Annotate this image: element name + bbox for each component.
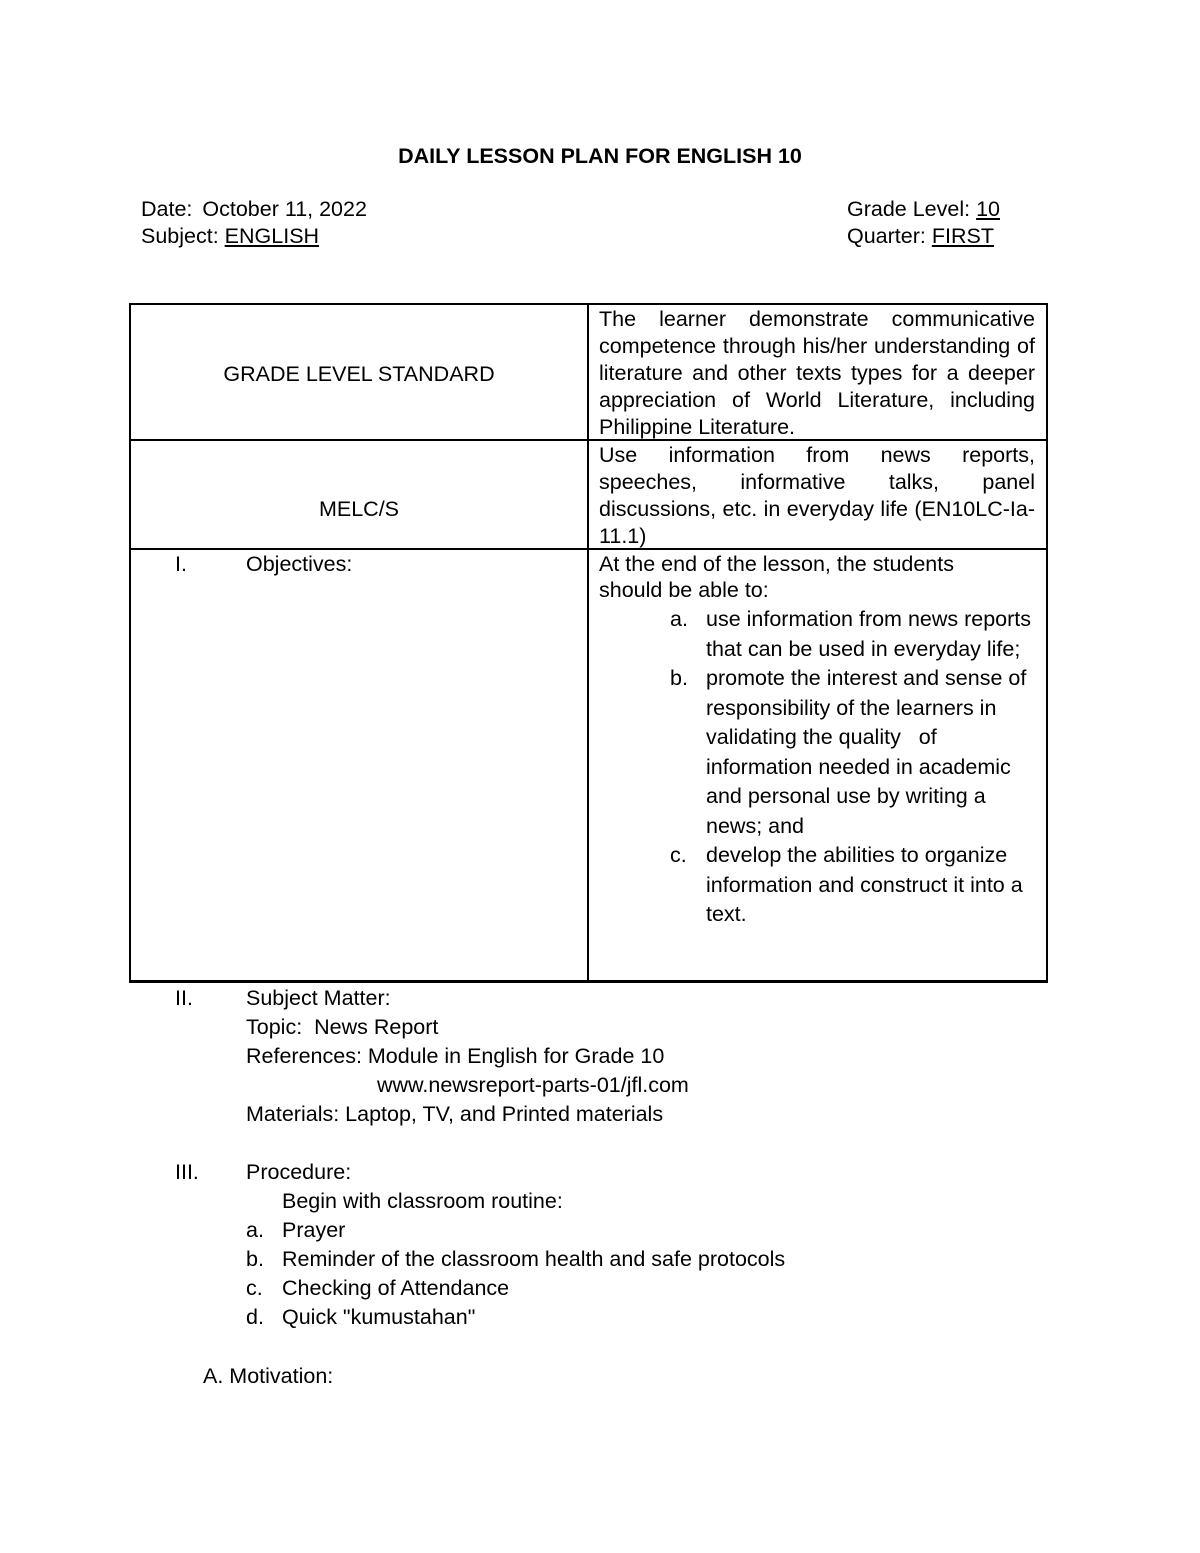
subject-label: Subject: [141,224,219,248]
objectives-number: I. [175,552,187,576]
grade-level-standard-text: The learner demonstrate communicative competence through his/her understanding of literature and other texts types for a deeper appreciation of World Literature, including Philippine Literature. [599,307,1035,439]
grade-level-line [847,199,1000,221]
melc-text: Use information from news reports, speeches, informative talks, panel discussions, etc. in everyday life (EN10LC-Ia-11.1) [599,443,1035,548]
table-column-divider [587,303,589,983]
subject-matter-heading: Subject Matter: [246,986,391,1010]
objective-item: c. develop the abilities to organize information and construct it into a text. [670,843,1023,926]
grade-level-label: Grade Level: [847,197,971,221]
references-line: References: Module in English for Grade 10 [246,1044,665,1068]
quarter-line [847,226,994,248]
motivation-heading: A. Motivation: [203,1364,334,1388]
procedure-item-marker: c. [246,1276,263,1300]
objectives-label: Objectives: [246,552,353,576]
materials-line: Materials: Laptop, TV, and Printed materials [246,1102,664,1126]
procedure-item: Checking of Attendance [282,1276,510,1300]
objective-item: b. promote the interest and sense of responsibility of the learners in validating the quality of information needed in academic and personal use by writing a news; and [670,666,1033,838]
date-value: October 11, 2022 [202,197,367,221]
procedure-number: III. [175,1160,199,1184]
page-title: DAILY LESSON PLAN FOR ENGLISH 10 [398,144,802,168]
objectives-intro: At the end of the lesson, the students should be able to: [599,552,954,602]
topic-line: Topic: News Report [246,1015,439,1039]
grade-level-standard-label: GRADE LEVEL STANDARD [223,362,495,386]
quarter-label: Quarter: [847,224,926,248]
reference-url: www.newsreport-parts-01/jfl.com [377,1073,689,1097]
objectives-list [670,605,1040,930]
table-border-left [129,303,131,983]
procedure-item-marker: b. [246,1247,264,1271]
procedure-item: Prayer [282,1218,346,1242]
procedure-item-marker: a. [246,1218,264,1242]
table-border-right [1046,303,1048,983]
grade-level-value: 10 [976,197,1001,221]
subject-line [141,226,319,248]
procedure-heading: Procedure: [246,1160,352,1184]
date-label: Date: [141,197,193,221]
date-line [141,199,367,221]
subject-value: ENGLISH [224,224,320,248]
melc-label: MELC/S [318,497,400,521]
procedure-item: Reminder of the classroom health and safe protocols [282,1247,786,1271]
procedure-item-marker: d. [246,1305,264,1329]
subject-matter-number: II. [175,986,193,1010]
objective-item: a. use information from news reports that can be used in everyday life; [670,607,1032,661]
procedure-item: Quick "kumustahan" [282,1305,476,1329]
procedure-intro: Begin with classroom routine: [282,1189,563,1213]
quarter-value: FIRST [931,224,994,248]
